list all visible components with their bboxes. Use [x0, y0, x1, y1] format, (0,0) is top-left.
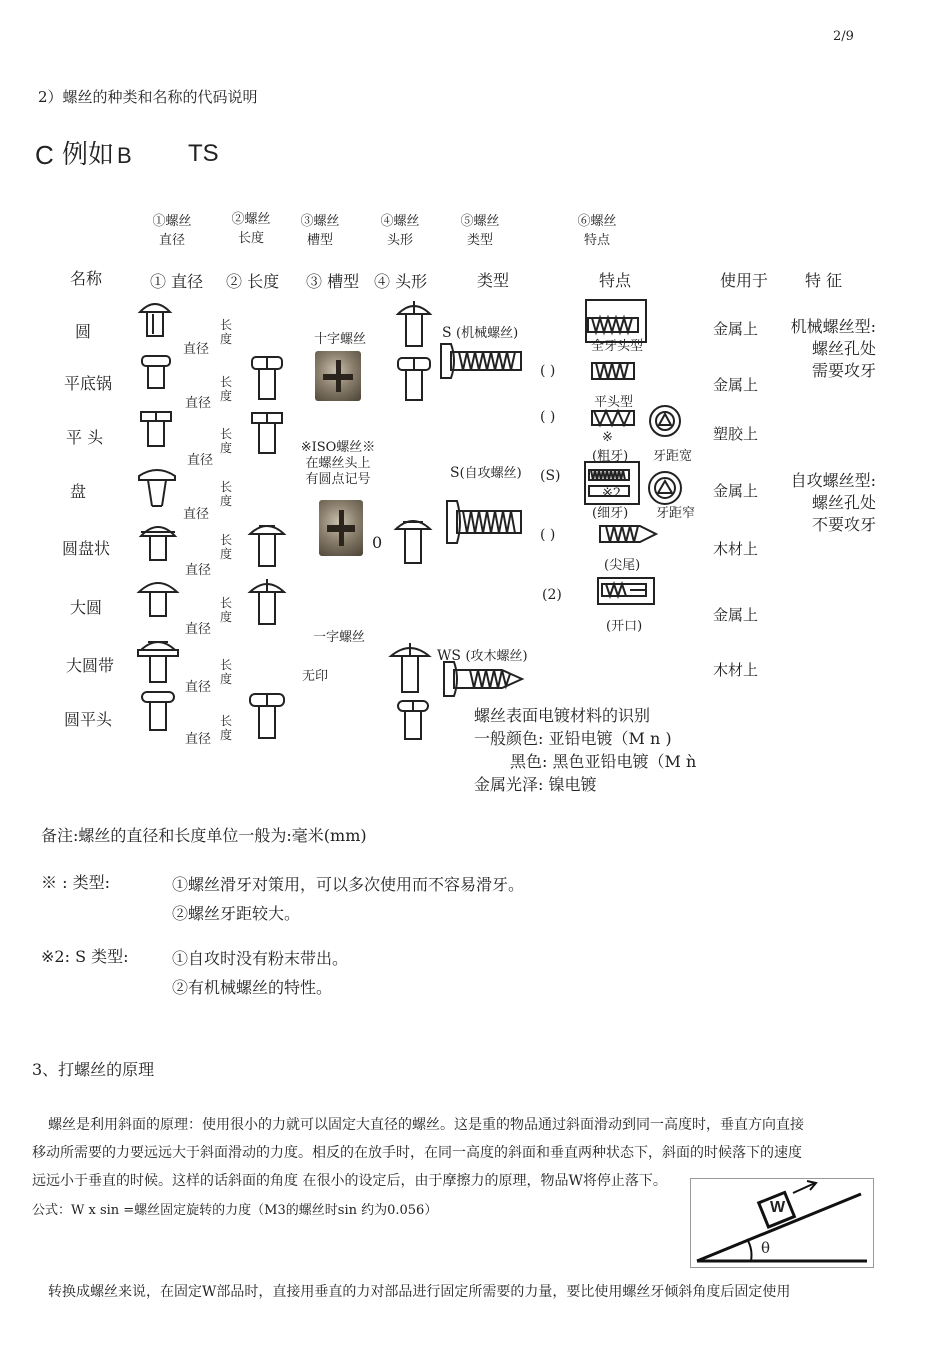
large-round-head-screw-icon	[136, 574, 180, 620]
feature-code: (2)	[542, 587, 562, 603]
length-label: 长度	[220, 480, 233, 508]
coarse-thread-icon	[588, 405, 638, 431]
row-name: 平 头	[66, 428, 104, 447]
length-label: 长度	[220, 375, 233, 403]
row-name: 大圆带	[66, 656, 115, 675]
header-use: 使用于	[720, 271, 769, 290]
truss-head-screw-icon	[136, 464, 178, 510]
principle-paragraph: 转换成螺丝来说，在固定W部品时，直接用垂直的力对部品进行固定所需要的力量，要比使用螺丝牙倾斜角度后固定使用	[48, 1284, 791, 1300]
type-self-tapping-label: S(自攻螺丝)	[450, 465, 522, 481]
header-length: ② 长度	[226, 272, 280, 291]
row-name: 圆	[75, 322, 92, 341]
incline-diagram	[690, 1178, 874, 1268]
use-label: 金属上	[713, 482, 759, 500]
formula: 公式：W x sin =螺丝固定旋转的力度（M3的螺丝时sin 约为0.056）	[32, 1203, 438, 1218]
feature-open-label: (开口)	[606, 619, 643, 634]
head-shape-icon	[395, 298, 433, 350]
diameter-label: 直径	[185, 396, 212, 411]
length-screw-icon	[247, 576, 287, 628]
length-screw-icon	[249, 409, 285, 457]
remark2-label: ※2: S 类型:	[41, 947, 129, 966]
length-label: 长度	[220, 318, 233, 346]
coarse-thread-section-icon	[645, 404, 685, 438]
diameter-label: 直径	[185, 680, 212, 695]
binding-head-screw-icon	[137, 518, 179, 564]
length-label: 长度	[220, 596, 233, 624]
feature-flat-label: 平头型	[594, 395, 634, 410]
feature-full-thread-label: 全牙头型	[591, 339, 644, 354]
fine-thread-section-icon	[645, 470, 685, 506]
pointed-tip-screw-icon	[596, 520, 660, 548]
example-c: C	[35, 140, 54, 170]
code-label-length: ②螺丝 长度	[231, 212, 271, 246]
slotted-tip-screw-icon	[596, 576, 656, 606]
angle-label: θ	[761, 1239, 771, 1257]
round-head-screw-icon	[135, 294, 175, 340]
head-shape-icon	[395, 354, 433, 404]
use-label: 金属上	[713, 320, 759, 338]
use-label: 木材上	[713, 661, 759, 679]
example-ts: TS	[188, 140, 219, 167]
row-name: 圆盘状	[62, 539, 111, 558]
iso-screw-note: ※ISO螺丝※ 在螺丝头上 有圆点记号	[300, 440, 376, 487]
type-machine-label: S (机械螺丝)	[442, 325, 519, 341]
self-tapping-screw-icon	[443, 497, 527, 547]
machine-screw-characteristic: 机械螺丝型: 螺丝孔处 需要攻牙	[790, 317, 876, 380]
feature-code: ( )	[540, 363, 556, 379]
iso-zero-mark: 0	[372, 533, 383, 552]
slot-cross-label: 十字螺丝	[314, 332, 367, 347]
example-b: B	[117, 143, 132, 168]
slot-slotted-label: 一字螺丝	[313, 630, 366, 645]
row-name: 平底锅	[64, 374, 113, 393]
plating-identification: 螺丝表面电镀材料的识别 一般颜色: 亚铅电镀（M n ) 黑色: 黑色亚铅电镀（M ǹ 金属光泽: 镍电镀	[474, 706, 697, 794]
principle-paragraph: 远远小于垂直的时候。这样的话斜面的角度 在很小的设定后，由于摩擦力的原理，物品W将停止落下。	[32, 1173, 667, 1189]
self-tapping-characteristic: 自攻螺丝型: 螺丝孔处 不要攻牙	[790, 471, 876, 534]
feature-code: ( )	[540, 409, 556, 425]
header-characteristic: 特 征	[805, 271, 843, 290]
diameter-label: 直径	[183, 507, 210, 522]
feature-code: (S)	[540, 468, 561, 484]
iso-screw-photo	[319, 500, 363, 556]
row-name: 圆平头	[64, 710, 113, 729]
slot-none-label: 无印	[302, 669, 329, 684]
feature-tip-label: (尖尾)	[604, 558, 641, 573]
round-flat-head-screw-icon	[138, 688, 178, 734]
phillips-screw-photo	[315, 351, 361, 401]
wood-screw-icon	[440, 658, 526, 700]
row-name: 大圆	[70, 598, 103, 617]
length-screw-icon	[247, 518, 287, 570]
thread-detail-icon	[588, 357, 638, 387]
diameter-label: 直径	[187, 453, 214, 468]
use-label: 塑胶上	[713, 425, 759, 443]
length-label: 长度	[220, 533, 233, 561]
code-label-type: ⑤螺丝 类型	[460, 214, 500, 248]
length-label: 长度	[220, 714, 233, 742]
header-slot: ③ 槽型	[306, 272, 360, 291]
header-feature: 特点	[599, 271, 632, 290]
section-heading: 2）螺丝的种类和名称的代码说明	[38, 88, 258, 106]
length-label: 长度	[220, 658, 233, 686]
weight-label: W	[770, 1199, 786, 1216]
header-diameter: ① 直径	[150, 272, 204, 291]
example-label: 例如	[62, 140, 115, 170]
section3-heading: 3、打螺丝的原理	[32, 1060, 155, 1079]
type-wood-screw-label: WS (攻木螺丝)	[437, 648, 528, 664]
feature-narrow-pitch-label: 牙距窄	[656, 506, 696, 521]
use-label: 金属上	[713, 606, 759, 624]
principle-paragraph: 移动所需要的力要远远大于斜面滑动的力度。相反的在放手时，在同一高度的斜面和垂直两种状态下，斜面的时候落下的速度	[32, 1145, 802, 1161]
use-label: 木材上	[713, 540, 759, 558]
header-head: ④ 头形	[374, 272, 428, 291]
feature-code: ( )	[540, 527, 556, 543]
code-label-slot: ③螺丝 槽型	[300, 214, 340, 248]
code-label-head: ④螺丝 头形	[380, 214, 420, 248]
feature-coarse-label: (粗牙)	[592, 449, 629, 464]
length-label: 长度	[220, 427, 233, 455]
feature-mark1: ※	[602, 430, 613, 445]
diameter-label: 直径	[185, 563, 212, 578]
code-label-diameter: ①螺丝 直径	[152, 214, 192, 248]
principle-paragraph: 螺丝是利用斜面的原理：使用很小的力就可以固定大直径的螺丝。这是重的物品通过斜面滑动到同一高度时，垂直方向直接	[48, 1117, 804, 1133]
head-shape-icon	[395, 697, 431, 743]
use-label: 金属上	[713, 376, 759, 394]
head-shape-icon	[388, 640, 432, 696]
large-round-washer-screw-icon	[136, 632, 180, 686]
feature-mark2: ※2	[602, 486, 622, 501]
header-name: 名称	[70, 269, 103, 288]
pan-head-screw-icon	[138, 352, 174, 392]
remark1-items: ①螺丝滑牙对策用，可以多次使用而不容易滑牙。 ②螺丝牙距较大。	[172, 875, 525, 923]
feature-fine-label: (细牙)	[592, 506, 629, 521]
flat-head-screw-icon	[138, 408, 174, 450]
diameter-label: 直径	[185, 622, 212, 637]
page-number: 2/9	[833, 29, 854, 44]
machine-screw-icon	[437, 340, 527, 382]
diameter-label: 直径	[185, 732, 212, 747]
remark2-items: ①自攻时没有粉末带出。 ②有机械螺丝的特性。	[172, 949, 349, 997]
header-type: 类型	[477, 271, 510, 290]
feature-wide-pitch-label: 牙距宽	[653, 449, 693, 464]
code-label-feature: ⑥螺丝 特点	[577, 214, 617, 248]
diameter-label: 直径	[183, 342, 210, 357]
length-screw-icon	[247, 690, 287, 742]
row-name: 盘	[70, 482, 87, 501]
remark1-label: ※ : 类型:	[41, 873, 110, 892]
length-screw-icon	[249, 353, 285, 403]
unit-note: 备注:螺丝的直径和长度单位一般为:毫米(mm)	[41, 826, 367, 845]
head-shape-icon	[393, 513, 433, 567]
